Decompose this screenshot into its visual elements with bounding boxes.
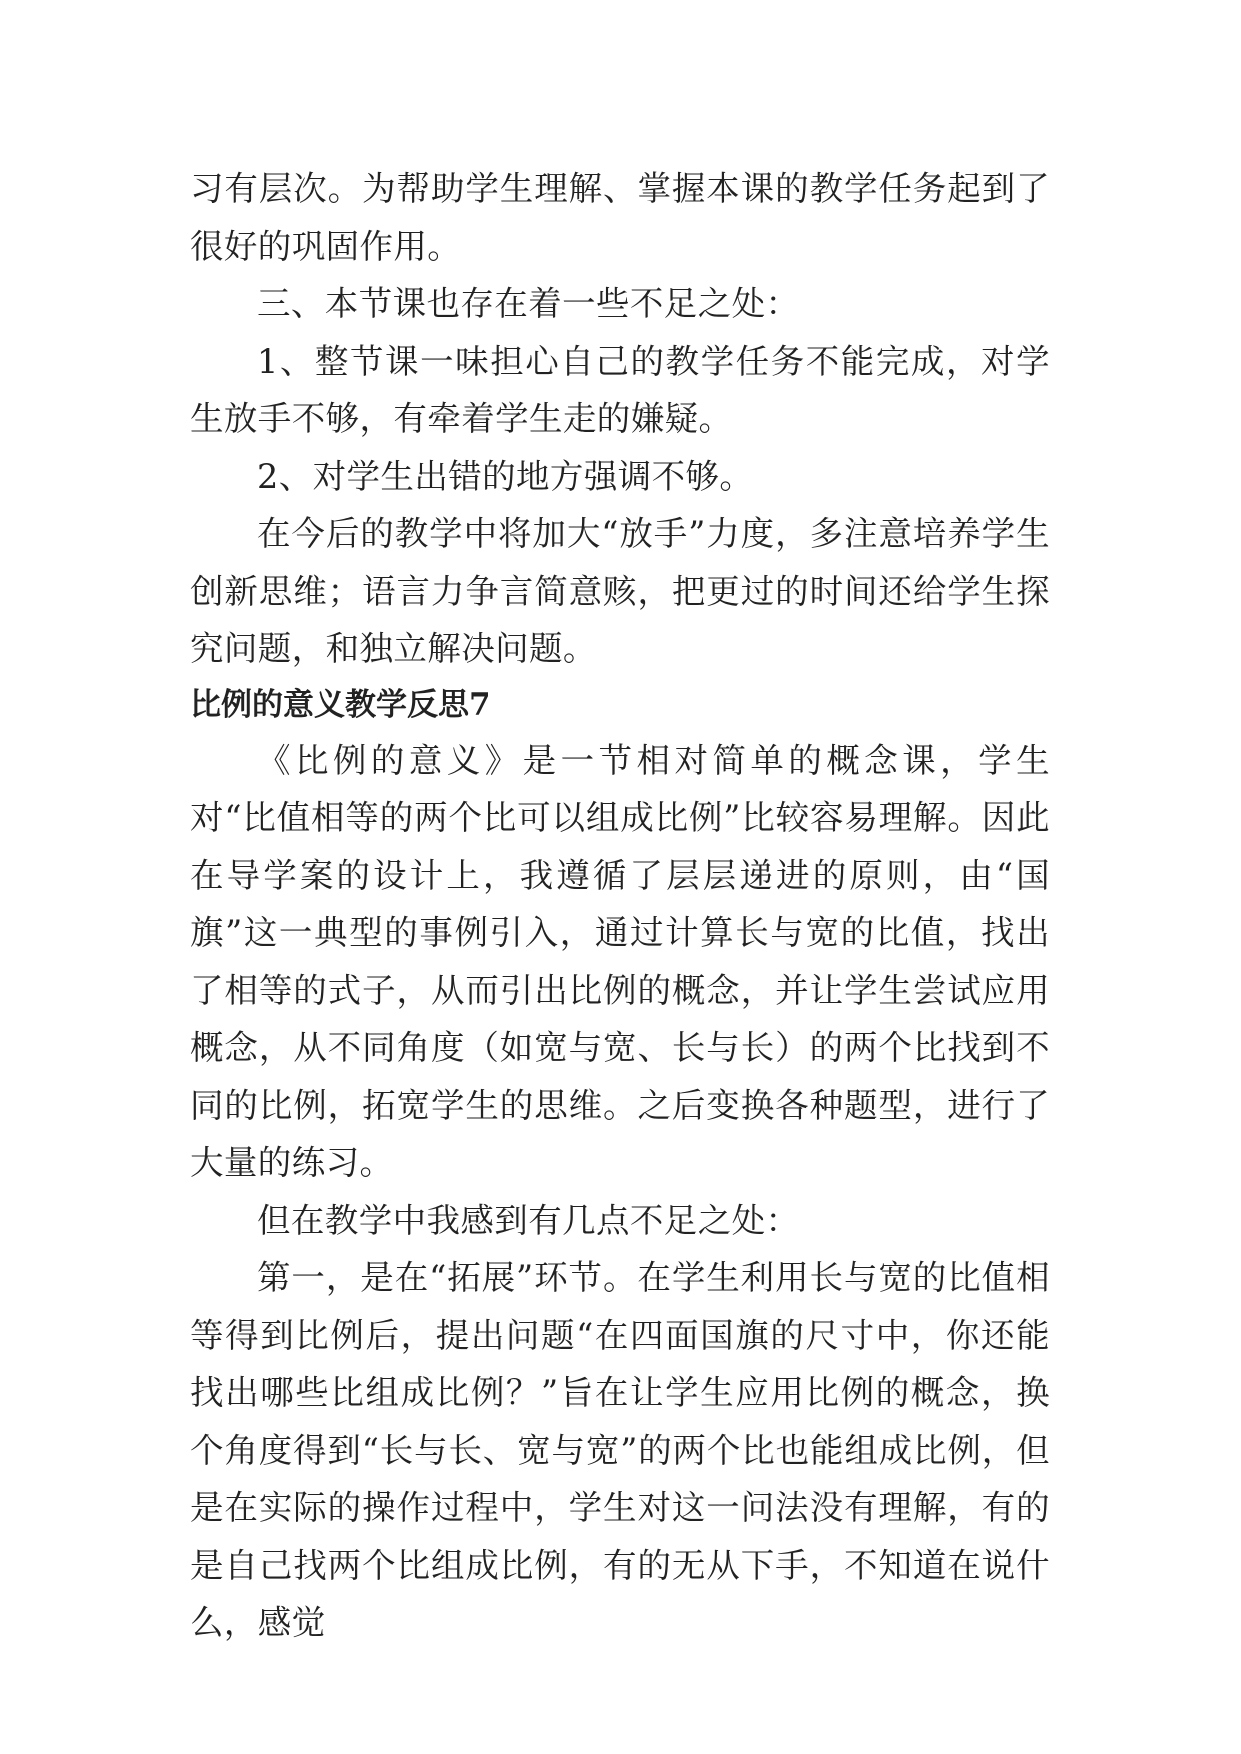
paragraph-first-point: 第一，是在“拓展”环节。在学生利用长与宽的比值相等得到比例后，提出问题“在四面国旗的尺寸中，你还能找出哪些比组成比例？”旨在让学生应用比例的概念，换个角度得到“长与长、宽与宽”的两个比也能组成比例，但是在实际的操作过程中，学生对这一问法没有理解，有的是自己找两个比组成比例，有的无从下手，不知道在说什么，感觉 [190, 1258, 1050, 1642]
paragraph-future: 在今后的教学中将加大“放手”力度，多注意培养学生创新思维；语言力争言简意赅，把更过的时间还给学生探究问题，和独立解决问题。 [190, 514, 1050, 668]
paragraph-point-1: 1、整节课一味担心自己的教学任务不能完成，对学生放手不够，有牵着学生走的嫌疑。 [190, 341, 1050, 438]
paragraph-point-2: 2、对学生出错的地方强调不够。 [257, 456, 754, 496]
document-page [190, 160, 1050, 1652]
paragraph-section-three: 三、本节课也存在着一些不足之处： [257, 284, 800, 323]
paragraph-intro: 《比例的意义》是一节相对简单的概念课，学生对“比值相等的两个比可以组成比例”比较容易理解。因此在导学案的设计上，我遵循了层层递进的原则，由“国旗”这一典型的事例引入，通过计算长与宽的比值，找出了相等的式子，从而引出比例的概念，并让学生尝试应用概念，从不同角度（如宽与宽、长与长）的两个比找到不同的比例，拓宽学生的思维。之后变换各种题型，进行了大量的练习。 [190, 740, 1050, 1182]
section-heading: 比例的意义教学反思7 [190, 686, 491, 723]
paragraph-continued: 习有层次。为帮助学生理解、掌握本课的教学任务起到了很好的巩固作用。 [190, 169, 1050, 266]
paragraph-shortcomings: 但在教学中我感到有几点不足之处： [257, 1200, 800, 1240]
